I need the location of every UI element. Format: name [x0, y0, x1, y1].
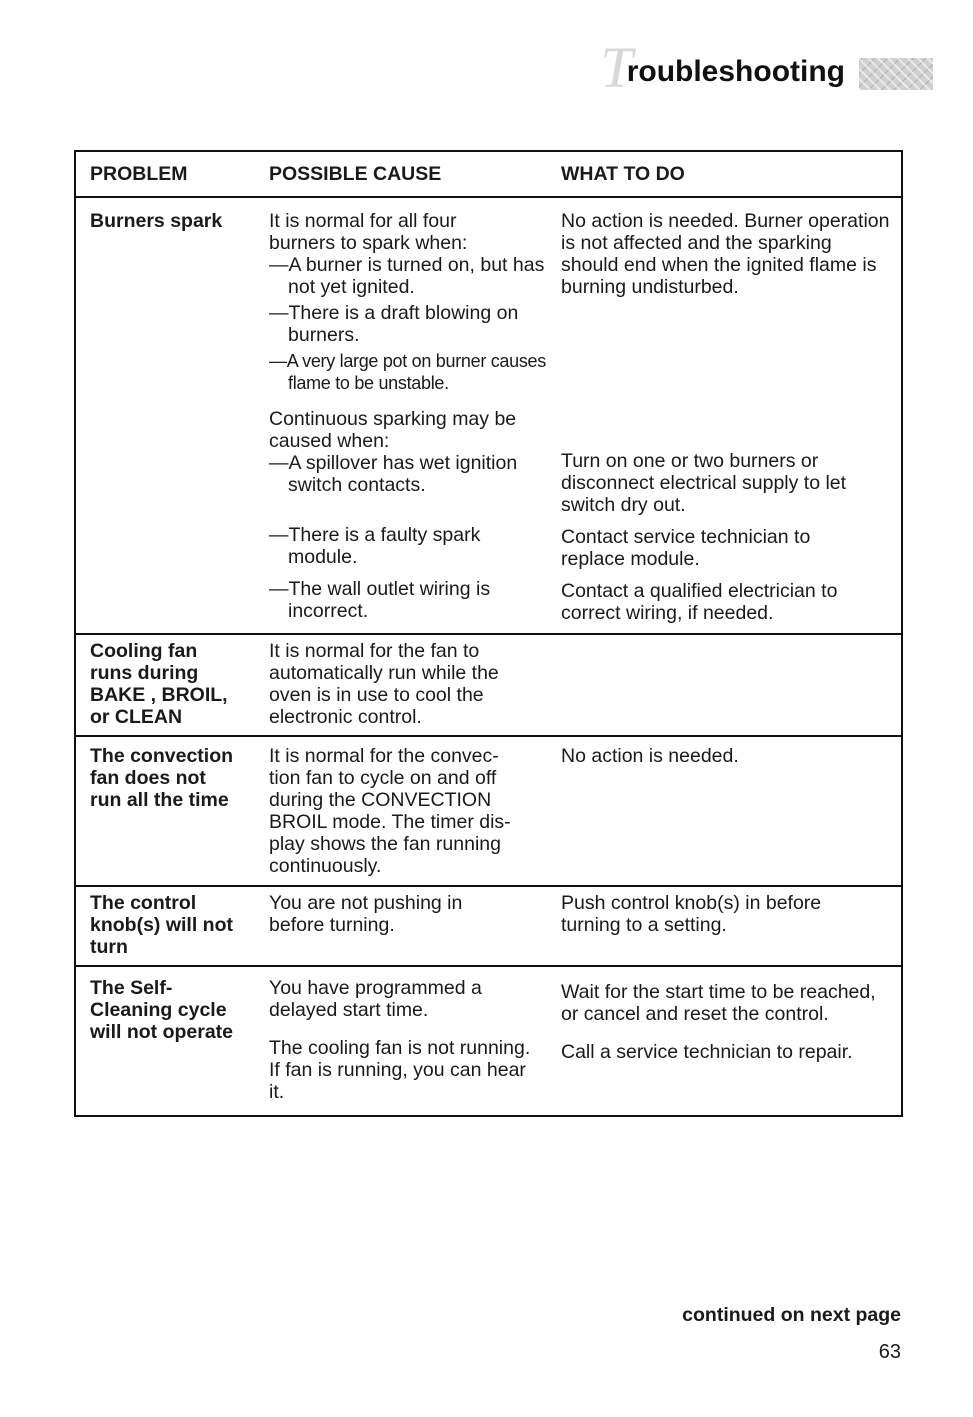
- todo-text: Wait for the start time to be reached, or cancel and reset the control.: [561, 981, 876, 1025]
- problem-line: fan does not: [90, 767, 206, 789]
- problem-cell: [76, 635, 256, 735]
- problem-cell: [76, 967, 256, 1115]
- cause-cell: [256, 737, 547, 885]
- todo-text: No action is needed. Burner operation is not affected and the sparking should end when the ignited flame is burning undisturbed.: [561, 210, 890, 298]
- table-row: [76, 885, 901, 965]
- cause-text: You are not pushing in before turning.: [269, 892, 463, 936]
- todo-cell: [547, 967, 901, 1115]
- page-title: [600, 35, 845, 100]
- title-text: roubleshooting: [626, 55, 845, 88]
- problem-line: or CLEAN: [90, 706, 183, 728]
- cause-cell: [256, 967, 547, 1115]
- problem-cell: [76, 198, 256, 633]
- problem-line: Cleaning cycle: [90, 999, 227, 1021]
- table-header-row: [76, 152, 901, 196]
- table-row: [76, 965, 901, 1115]
- cause-line: during the CONVECTION: [269, 789, 492, 811]
- cause-line: tion fan to cycle on and off: [269, 767, 497, 789]
- todo-text: Contact service technician to replace module.: [561, 526, 811, 570]
- problem-cell: [76, 737, 256, 885]
- cause-line: BROIL mode. The timer dis-: [269, 811, 511, 833]
- cause-item: —There is a draft blowing on burners.: [269, 302, 519, 346]
- todo-cell: [547, 198, 901, 633]
- cause-text: It is normal for the fan to automatically run while the oven is in use to cool the electronic control.: [269, 640, 499, 728]
- todo-text: Push control knob(s) in before turning to a setting.: [561, 892, 822, 936]
- page-header: [600, 35, 933, 100]
- todo-text: Contact a qualified electrician to correct wiring, if needed.: [561, 580, 838, 624]
- problem-line: BAKE , BROIL,: [90, 684, 228, 706]
- cause-line: It is normal for the convec-: [269, 745, 499, 767]
- column-header-problem: PROBLEM: [90, 163, 188, 185]
- todo-text: No action is needed.: [561, 745, 739, 767]
- cause-item: —A spillover has wet ignition switch contacts.: [269, 452, 518, 496]
- cause-item: —A very large pot on burner causes flame to be unstable.: [269, 351, 546, 393]
- column-header-todo: WHAT TO DO: [561, 163, 685, 185]
- problem-line: Cooling fan: [90, 640, 198, 662]
- cause-cell: [256, 198, 547, 633]
- continued-note: continued on next page: [682, 1304, 901, 1326]
- cause-item: —A burner is turned on, but has not yet ignited.: [269, 254, 545, 298]
- troubleshooting-table: [74, 150, 903, 1117]
- problem-cell: [76, 887, 256, 965]
- table-row: [76, 735, 901, 885]
- cause-text: The cooling fan is not running. If fan is running, you can hear it.: [269, 1037, 531, 1103]
- cause-text: You have programmed a delayed start time.: [269, 977, 482, 1021]
- problem-line: The Self-: [90, 977, 173, 999]
- cause-cell: [256, 635, 547, 735]
- problem-line: The convection: [90, 745, 234, 767]
- problem-line: run all the time: [90, 789, 229, 811]
- todo-cell: [547, 635, 901, 735]
- cause-line: continuously.: [269, 855, 382, 877]
- todo-cell: [547, 737, 901, 885]
- todo-text: Turn on one or two burners or disconnect electrical supply to let switch dry out.: [561, 450, 847, 516]
- cause-text: It is normal for all four burners to spark when:: [269, 210, 468, 254]
- todo-cell: [547, 887, 901, 965]
- title-initial: T: [600, 35, 633, 100]
- problem-text: Burners spark: [90, 210, 223, 232]
- column-header-cause: POSSIBLE CAUSE: [269, 163, 442, 185]
- page-number: 63: [878, 1341, 901, 1363]
- problem-line: knob(s) will not: [90, 914, 233, 936]
- todo-text: Call a service technician to repair.: [561, 1041, 853, 1063]
- header-pattern-graphic: [859, 58, 933, 90]
- cause-text: Continuous sparking may be caused when:: [269, 408, 517, 452]
- problem-line: The control: [90, 892, 197, 914]
- table-row: [76, 196, 901, 633]
- problem-line: will not operate: [90, 1021, 234, 1043]
- table-row: [76, 633, 901, 735]
- problem-line: turn: [90, 936, 128, 958]
- cause-item: —The wall outlet wiring is incorrect.: [269, 578, 491, 622]
- cause-cell: [256, 887, 547, 965]
- cause-line: play shows the fan running: [269, 833, 501, 855]
- problem-line: runs during: [90, 662, 199, 684]
- cause-item: —There is a faulty spark module.: [269, 524, 481, 568]
